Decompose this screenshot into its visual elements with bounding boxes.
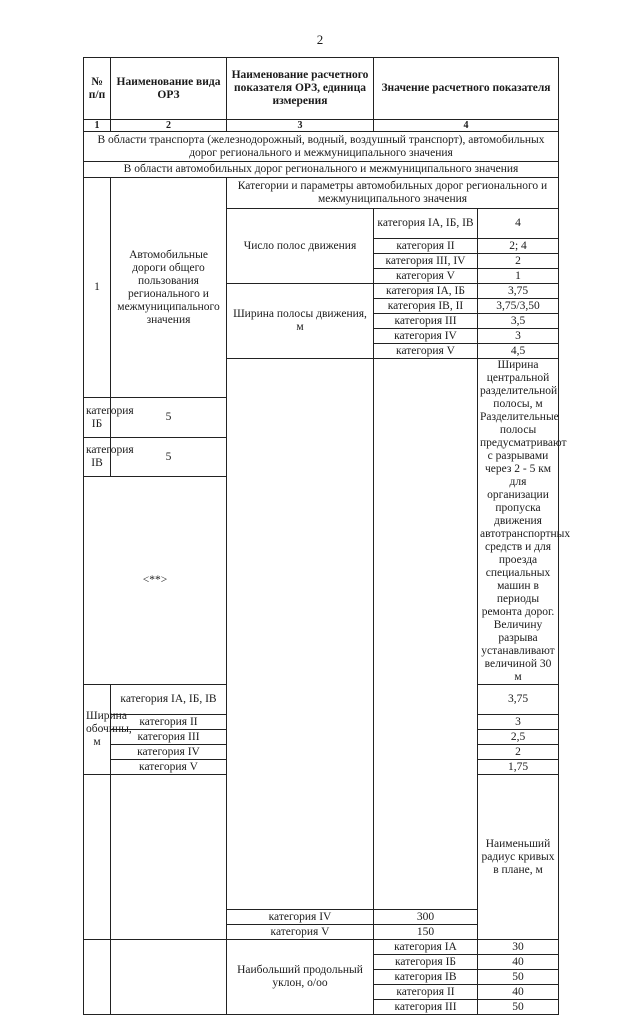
value-cell: 300 <box>374 910 478 925</box>
value-cell: 2 <box>478 254 559 269</box>
category-cell: категория V <box>374 269 478 284</box>
category-cell: категория V <box>111 760 227 775</box>
object-type: Автомобильные дороги общего пользования регионального и межмуниципального значения <box>111 178 227 398</box>
value-cell: 3,75/3,50 <box>478 299 559 314</box>
value-cell: 4,5 <box>478 344 559 359</box>
value-cell: 30 <box>478 940 559 955</box>
category-cell: категория III <box>374 314 478 329</box>
category-cell: категория IВ <box>374 970 478 985</box>
category-cell: категория IV <box>111 745 227 760</box>
note-cell: <**> <box>84 477 227 685</box>
category-cell: категория IV <box>227 910 374 925</box>
category-cell: категория III, IV <box>374 254 478 269</box>
empty-cell <box>111 775 227 940</box>
col-number: 1 <box>84 120 111 132</box>
page-number: 2 <box>316 32 324 47</box>
value-cell: 5 <box>111 398 227 437</box>
category-cell: категория IV <box>374 329 478 344</box>
value-cell: 40 <box>478 985 559 1000</box>
section-transport: В области транспорта (железнодорожный, водный, воздушный транспорт), автомобильных дорог регионального и межмуниципального значения <box>84 132 559 162</box>
lanes-label: Число полос движения <box>227 209 374 284</box>
empty-cell <box>111 940 227 1015</box>
value-cell: 3,75 <box>478 685 559 715</box>
category-cell: категория IА, IБ <box>374 284 478 299</box>
category-cell: категория II <box>111 715 227 730</box>
category-cell: категория IА <box>374 940 478 955</box>
header-type: Наименование вида ОРЗ <box>111 58 227 120</box>
empty-cell <box>84 775 111 940</box>
value-cell: 3 <box>478 715 559 730</box>
indicators-table <box>83 57 571 1015</box>
header-num: № п/п <box>84 58 111 120</box>
col-number: 4 <box>374 120 559 132</box>
header-value: Значение расчетного показателя <box>374 58 559 120</box>
category-cell: категория IВ, II <box>374 299 478 314</box>
category-cell: категория IБ <box>84 398 111 437</box>
category-cell: категория V <box>374 344 478 359</box>
median-label: Ширина центральной разделительной полосы, м Разделительные полосы предусматривают с разрывами через 2 - 5 км для организации пропуска движения автотранспортных средств и для проезда специальных машин в периоды ремонта дорог. Величину разрыва устанавливают величиной 30 м <box>478 359 559 685</box>
value-cell: 2 <box>478 745 559 760</box>
empty-cell <box>84 940 111 1015</box>
lane_width-label: Ширина полосы движения, м <box>227 284 374 359</box>
value-cell: 1,75 <box>478 760 559 775</box>
value-cell: 150 <box>374 925 478 940</box>
category-cell: категория III <box>111 730 227 745</box>
category-cell: категория V <box>227 925 374 940</box>
radius-label: Наименьший радиус кривых в плане, м <box>478 775 559 940</box>
value-cell: 3,75 <box>478 284 559 299</box>
category-cell: категория IА, IБ, IВ <box>374 209 478 239</box>
shoulder-label: Ширина обочины, м <box>84 685 111 775</box>
header-indicator: Наименование расчетного показателя ОРЗ, единица измерения <box>227 58 374 120</box>
value-cell: 2,5 <box>478 730 559 745</box>
category-cell: категория II <box>374 985 478 1000</box>
value-cell: 50 <box>478 1000 559 1015</box>
value-cell: 1 <box>478 269 559 284</box>
value-cell: 50 <box>478 970 559 985</box>
category-cell: категория II <box>374 239 478 254</box>
section-roads: В области автомобильных дорог регионального и межмуниципального значения <box>84 162 559 178</box>
value-cell: 2; 4 <box>478 239 559 254</box>
value-cell: 3,5 <box>478 314 559 329</box>
col-number: 2 <box>111 120 227 132</box>
category-cell: категория IВ <box>84 437 111 476</box>
category-cell: категория IА, IБ, IВ <box>111 685 227 715</box>
value-cell: 40 <box>478 955 559 970</box>
category-cell: категория III <box>374 1000 478 1015</box>
empty-cell <box>374 359 478 910</box>
col-number: 3 <box>227 120 374 132</box>
categories-header: Категории и параметры автомобильных дорог регионального и межмуниципального значения <box>227 178 559 209</box>
slope-label: Наибольший продольный уклон, о/оо <box>227 940 374 1015</box>
value-cell: 4 <box>478 209 559 239</box>
empty-cell <box>227 359 374 910</box>
value-cell: 3 <box>478 329 559 344</box>
row-number: 1 <box>84 178 111 398</box>
category-cell: категория IБ <box>374 955 478 970</box>
value-cell: 5 <box>111 437 227 476</box>
